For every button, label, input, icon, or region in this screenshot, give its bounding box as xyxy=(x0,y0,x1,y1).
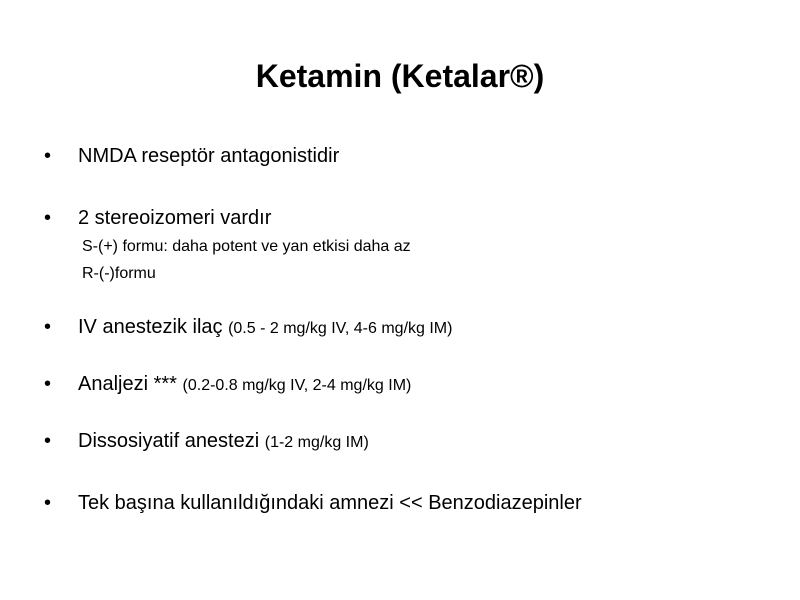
subitem-s-form: S-(+) formu: daha potent ve yan etkisi daha az xyxy=(82,238,411,255)
bullet-amnesia xyxy=(44,491,582,515)
bullet-dot-icon: • xyxy=(44,492,52,514)
bullet-text: NMDA reseptör antagonistidir xyxy=(78,145,340,167)
bullet-dot-icon: • xyxy=(44,316,52,338)
bullet-dosage: (1-2 mg/kg IM) xyxy=(264,434,369,451)
bullet-dissociative xyxy=(44,429,369,455)
bullet-text: IV anestezik ilaç xyxy=(78,316,229,338)
slide-title: Ketamin (Ketalar®) xyxy=(255,58,545,94)
bullet-text: Dissosiyatif anestezi xyxy=(78,430,265,452)
bullet-dot-icon: • xyxy=(44,430,52,452)
bullet-text: Analjezi *** xyxy=(78,373,183,395)
bullet-text: Tek başına kullanıldığındaki amnezi << Benzodiazepinler xyxy=(78,492,582,514)
subitem-r-form: R-(-)formu xyxy=(82,265,156,282)
bullet-stereoisomers xyxy=(44,206,271,230)
bullet-dot-icon: • xyxy=(44,145,52,167)
bullet-dosage: (0.5 - 2 mg/kg IV, 4-6 mg/kg IM) xyxy=(228,320,453,337)
bullet-text: 2 stereoizomeri vardır xyxy=(78,207,272,229)
bullet-analgesia xyxy=(44,372,411,398)
bullet-dot-icon: • xyxy=(44,207,52,229)
bullet-dot-icon: • xyxy=(44,373,52,395)
bullet-dosage: (0.2-0.8 mg/kg IV, 2-4 mg/kg IM) xyxy=(182,377,412,394)
bullet-nmda xyxy=(44,144,339,168)
bullet-iv-anesthetic xyxy=(44,315,452,341)
